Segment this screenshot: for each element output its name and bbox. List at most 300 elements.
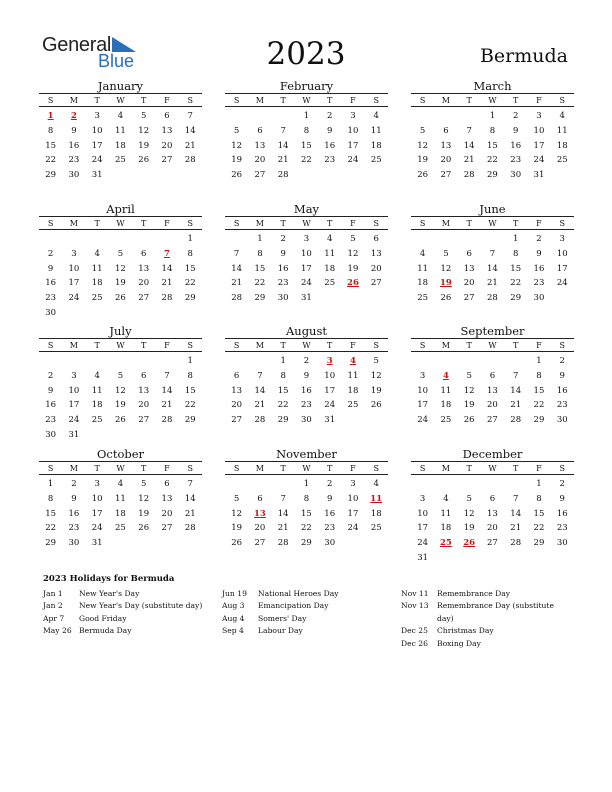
day-cell: 8	[257, 248, 263, 259]
day-cell: 7	[466, 125, 472, 136]
day-cell: 13	[370, 248, 382, 259]
day-cell: 29	[254, 293, 266, 304]
weekday-label: W	[116, 463, 125, 473]
day-cell: 7	[280, 493, 286, 504]
day-cell: 20	[138, 400, 150, 411]
day-cell: 21	[510, 523, 522, 534]
day-cell: 16	[324, 140, 336, 151]
day-grid	[225, 109, 388, 183]
day-cell: 15	[254, 263, 266, 274]
day-cell: 28	[231, 293, 243, 304]
holiday-entry	[222, 613, 390, 625]
day-grid	[411, 477, 574, 566]
weekday-label: S	[187, 340, 193, 350]
month-name: January	[97, 79, 144, 93]
day-cell: 29	[277, 415, 289, 426]
holiday-name: National Heroes Day	[258, 589, 339, 598]
day-cell: 10	[68, 263, 80, 274]
weekday-label: S	[187, 218, 193, 228]
day-cell: 24	[556, 278, 568, 289]
day-cell: 21	[231, 278, 243, 289]
day-cell: 4	[373, 111, 379, 121]
weekday-label: F	[536, 340, 542, 350]
weekday-label: T	[141, 218, 147, 228]
day-cell: 29	[45, 170, 57, 181]
day-cell: 15	[45, 508, 57, 519]
day-cell: 2	[512, 111, 519, 121]
holiday-day-cell: 4	[442, 370, 449, 381]
day-cell: 2	[326, 479, 333, 489]
day-cell: 30	[324, 538, 336, 549]
day-cell: 26	[115, 415, 126, 426]
month-name: November	[276, 447, 337, 461]
day-cell: 9	[559, 370, 565, 381]
month-name: December	[462, 447, 523, 461]
day-cell: 20	[138, 278, 150, 289]
day-cell: 23	[68, 523, 80, 534]
day-cell: 25	[347, 400, 359, 411]
empty-cell	[411, 232, 434, 247]
weekday-label: M	[255, 463, 264, 473]
holiday-day-cell: 11	[370, 493, 383, 504]
day-cell: 16	[556, 385, 568, 396]
day-cell: 13	[487, 385, 498, 396]
weekday-label: T	[94, 340, 100, 350]
day-cell: 26	[231, 170, 243, 181]
holiday-date: Jun 19	[222, 589, 247, 598]
day-cell: 27	[487, 415, 498, 426]
day-cell: 12	[463, 385, 475, 396]
day-cell: 25	[115, 155, 126, 166]
day-cell: 8	[489, 125, 496, 136]
weekday-label: F	[536, 218, 542, 228]
holidays-column-2	[222, 588, 390, 638]
weekday-header	[39, 216, 202, 230]
day-cell: 5	[117, 370, 124, 381]
day-cell: 21	[463, 155, 475, 166]
day-cell: 8	[512, 248, 519, 259]
day-cell: 6	[489, 370, 496, 381]
empty-cell	[481, 232, 504, 247]
day-cell: 13	[463, 263, 475, 274]
day-cell: 8	[303, 125, 310, 136]
day-cell: 5	[443, 248, 449, 259]
holidays-title: 2023 Holidays for Bermuda	[43, 574, 175, 584]
empty-cell	[272, 477, 295, 492]
day-cell: 22	[301, 155, 312, 166]
empty-cell	[411, 354, 434, 369]
weekday-label: T	[280, 218, 286, 228]
day-cell: 11	[440, 385, 452, 396]
day-grid	[39, 354, 202, 443]
day-cell: 22	[184, 278, 196, 289]
weekday-label: M	[69, 218, 78, 228]
day-grid	[225, 477, 388, 551]
day-cell: 7	[512, 370, 519, 381]
empty-cell	[481, 477, 504, 492]
day-cell: 20	[370, 263, 382, 274]
day-cell: 12	[440, 263, 452, 274]
day-cell: 28	[510, 538, 522, 549]
day-cell: 22	[301, 523, 312, 534]
day-cell: 19	[138, 508, 150, 519]
day-cell: 25	[91, 293, 103, 304]
weekday-label: S	[47, 463, 54, 473]
holiday-date: Aug 3	[222, 601, 245, 611]
day-cell: 7	[233, 248, 240, 259]
day-cell: 26	[138, 523, 150, 534]
day-cell: 12	[463, 508, 475, 519]
weekday-label: S	[419, 95, 426, 105]
day-cell: 25	[370, 523, 382, 534]
day-cell: 23	[277, 278, 289, 289]
month-august	[225, 325, 388, 428]
day-cell: 19	[231, 155, 243, 166]
day-cell: 18	[440, 400, 452, 411]
day-grid	[411, 354, 574, 428]
day-cell: 14	[277, 508, 289, 519]
day-cell: 13	[138, 385, 150, 396]
day-cell: 2	[280, 234, 286, 244]
day-cell: 9	[536, 248, 542, 259]
day-cell: 7	[280, 125, 286, 136]
day-cell: 6	[257, 493, 263, 504]
month-name: February	[279, 79, 334, 93]
weekday-label: S	[187, 95, 193, 105]
day-cell: 24	[417, 538, 429, 549]
weekday-label: S	[373, 463, 379, 473]
weekday-label: W	[116, 95, 125, 105]
day-cell: 30	[45, 307, 57, 318]
day-cell: 11	[115, 493, 126, 504]
empty-cell	[504, 477, 527, 492]
day-cell: 17	[91, 140, 103, 151]
day-cell: 1	[489, 111, 496, 121]
day-cell: 18	[440, 523, 452, 534]
weekday-label: F	[536, 463, 542, 473]
day-cell: 20	[254, 155, 266, 166]
day-cell: 29	[184, 415, 196, 426]
day-cell: 1	[536, 479, 542, 489]
day-cell: 1	[187, 356, 193, 366]
day-cell: 5	[466, 370, 472, 381]
holiday-day-cell: 26	[463, 538, 476, 549]
day-cell: 14	[510, 508, 522, 519]
day-cell: 8	[536, 370, 542, 381]
day-cell: 23	[556, 400, 568, 411]
day-cell: 13	[161, 493, 173, 504]
day-cell: 20	[440, 155, 452, 166]
holiday-date: Sep 4	[222, 626, 244, 636]
holiday-name: Good Friday	[79, 613, 127, 623]
day-cell: 1	[303, 111, 310, 121]
weekday-header	[39, 461, 202, 475]
day-cell: 4	[94, 370, 100, 381]
day-cell: 31	[324, 415, 336, 426]
weekday-label: T	[327, 340, 333, 350]
day-cell: 19	[231, 523, 243, 534]
day-cell: 6	[373, 234, 379, 244]
day-cell: 16	[533, 263, 545, 274]
day-cell: 21	[161, 400, 173, 411]
day-cell: 17	[417, 400, 429, 411]
day-cell: 19	[115, 400, 126, 411]
holiday-day-cell: 25	[439, 538, 452, 549]
day-cell: 29	[487, 170, 498, 181]
holiday-entry	[43, 588, 213, 600]
month-name: March	[473, 79, 512, 93]
day-grid	[39, 232, 202, 321]
day-cell: 12	[115, 385, 126, 396]
weekday-label: W	[302, 340, 311, 350]
weekday-label: T	[327, 218, 333, 228]
day-cell: 30	[510, 170, 522, 181]
day-cell: 21	[254, 400, 266, 411]
weekday-header	[39, 338, 202, 352]
day-cell: 29	[533, 538, 545, 549]
day-cell: 30	[68, 170, 80, 181]
day-cell: 5	[466, 493, 472, 504]
weekday-label: S	[419, 340, 426, 350]
weekday-label: W	[302, 218, 311, 228]
weekday-label: T	[280, 95, 286, 105]
day-cell: 18	[91, 400, 103, 411]
day-cell: 1	[303, 479, 310, 489]
day-cell: 27	[231, 415, 243, 426]
holiday-entry	[401, 638, 569, 650]
day-cell: 24	[301, 278, 312, 289]
day-cell: 28	[254, 415, 266, 426]
day-cell: 6	[257, 125, 263, 136]
day-cell: 28	[463, 170, 475, 181]
empty-cell	[504, 354, 527, 369]
day-cell: 27	[138, 293, 150, 304]
day-cell: 11	[347, 370, 359, 381]
empty-cell	[86, 232, 109, 247]
day-cell: 10	[91, 125, 103, 136]
day-cell: 16	[301, 385, 312, 396]
day-cell: 4	[94, 248, 100, 259]
weekday-label: T	[94, 95, 100, 105]
day-cell: 14	[231, 263, 243, 274]
day-cell: 12	[115, 263, 126, 274]
holiday-name: Remembrance Day (substitute day)	[437, 601, 554, 623]
day-cell: 17	[68, 400, 80, 411]
day-cell: 9	[47, 385, 54, 396]
day-cell: 2	[71, 479, 77, 489]
holiday-name: Christmas Day	[437, 626, 494, 636]
holiday-date: Dec 26	[401, 638, 428, 648]
day-cell: 24	[68, 415, 80, 426]
day-cell: 16	[556, 508, 568, 519]
holiday-entry	[43, 625, 213, 637]
day-cell: 27	[161, 523, 173, 534]
month-name: June	[479, 202, 506, 216]
day-cell: 13	[254, 140, 266, 151]
day-cell: 4	[559, 111, 565, 121]
day-cell: 23	[533, 278, 545, 289]
day-cell: 28	[184, 155, 196, 166]
weekday-label: F	[536, 95, 542, 105]
month-march	[411, 80, 574, 183]
weekday-label: T	[141, 340, 147, 350]
day-cell: 4	[326, 234, 333, 244]
day-cell: 15	[301, 508, 312, 519]
day-cell: 17	[556, 263, 568, 274]
empty-cell	[132, 232, 155, 247]
weekday-label: T	[327, 95, 333, 105]
holiday-entry	[401, 588, 569, 600]
day-cell: 18	[370, 140, 382, 151]
empty-cell	[225, 354, 248, 369]
holiday-day-cell: 2	[70, 111, 77, 121]
day-cell: 14	[277, 140, 289, 151]
month-december	[411, 448, 574, 566]
weekday-label: F	[164, 218, 170, 228]
day-cell: 26	[138, 155, 150, 166]
day-cell: 18	[91, 278, 103, 289]
empty-cell	[481, 354, 504, 369]
empty-cell	[434, 109, 457, 124]
day-cell: 21	[510, 400, 522, 411]
day-cell: 16	[277, 263, 289, 274]
day-cell: 2	[559, 479, 565, 489]
day-cell: 20	[231, 400, 243, 411]
day-cell: 7	[187, 111, 193, 121]
day-cell: 24	[91, 155, 103, 166]
day-cell: 6	[233, 370, 240, 381]
day-cell: 12	[138, 125, 150, 136]
day-cell: 19	[417, 155, 429, 166]
weekday-label: W	[116, 218, 125, 228]
day-cell: 17	[324, 385, 336, 396]
day-cell: 6	[140, 248, 147, 259]
day-cell: 24	[347, 155, 359, 166]
weekday-label: S	[233, 218, 240, 228]
weekday-label: F	[164, 340, 170, 350]
day-cell: 19	[138, 140, 150, 151]
day-cell: 12	[231, 508, 243, 519]
day-cell: 12	[347, 248, 359, 259]
day-cell: 3	[419, 493, 426, 504]
day-cell: 8	[187, 248, 193, 259]
month-july	[39, 325, 202, 443]
day-cell: 21	[184, 508, 196, 519]
day-cell: 1	[536, 356, 542, 366]
day-cell: 15	[184, 263, 196, 274]
weekday-label: S	[233, 95, 240, 105]
day-cell: 18	[324, 263, 336, 274]
empty-cell	[458, 354, 481, 369]
day-cell: 4	[443, 493, 449, 504]
day-cell: 16	[324, 508, 336, 519]
day-cell: 28	[161, 415, 173, 426]
day-cell: 24	[417, 415, 429, 426]
day-cell: 14	[161, 263, 173, 274]
holiday-day-cell: 19	[439, 278, 452, 289]
empty-cell	[434, 232, 457, 247]
empty-cell	[411, 477, 434, 492]
empty-cell	[248, 477, 271, 492]
weekday-label: T	[94, 463, 100, 473]
day-cell: 27	[463, 293, 475, 304]
weekday-label: S	[419, 463, 426, 473]
empty-cell	[434, 477, 457, 492]
day-cell: 7	[257, 370, 263, 381]
holiday-entry	[222, 588, 390, 600]
day-cell: 28	[277, 538, 289, 549]
weekday-header	[411, 216, 574, 230]
day-cell: 9	[71, 125, 77, 136]
holiday-day-cell: 3	[326, 356, 333, 366]
weekday-label: T	[466, 95, 472, 105]
day-cell: 7	[489, 248, 496, 259]
weekday-label: W	[116, 340, 125, 350]
holiday-date: Nov 13	[401, 601, 429, 611]
day-cell: 10	[533, 125, 545, 136]
weekday-label: T	[466, 218, 472, 228]
weekday-label: M	[441, 218, 450, 228]
weekday-label: W	[302, 463, 311, 473]
holiday-name: Bermuda Day	[79, 626, 132, 636]
weekday-label: F	[350, 340, 356, 350]
day-cell: 8	[47, 125, 54, 136]
day-cell: 24	[533, 155, 545, 166]
day-grid	[411, 109, 574, 183]
day-cell: 31	[533, 170, 545, 181]
weekday-label: S	[47, 95, 54, 105]
weekday-header	[411, 93, 574, 107]
month-name: May	[293, 202, 320, 216]
weekday-label: T	[280, 463, 286, 473]
day-cell: 22	[510, 278, 522, 289]
day-cell: 28	[184, 523, 196, 534]
day-cell: 3	[350, 111, 356, 121]
weekday-label: M	[69, 463, 78, 473]
month-name: September	[460, 324, 525, 338]
day-cell: 7	[187, 479, 193, 489]
day-cell: 10	[556, 248, 568, 259]
empty-cell	[132, 354, 155, 369]
day-cell: 23	[45, 415, 57, 426]
month-january	[39, 80, 202, 183]
empty-cell	[109, 354, 132, 369]
holiday-entry	[222, 600, 390, 612]
day-cell: 26	[440, 293, 452, 304]
day-cell: 2	[47, 370, 54, 381]
day-cell: 9	[303, 370, 310, 381]
day-cell: 24	[324, 400, 336, 411]
empty-cell	[458, 109, 481, 124]
weekday-label: M	[441, 340, 450, 350]
day-cell: 11	[556, 125, 568, 136]
day-cell: 29	[45, 538, 57, 549]
day-cell: 17	[301, 263, 312, 274]
day-cell: 22	[277, 400, 289, 411]
day-cell: 27	[161, 155, 173, 166]
holiday-entry	[401, 625, 569, 637]
day-cell: 9	[326, 493, 333, 504]
holiday-date: Jan 1	[43, 589, 63, 598]
day-cell: 13	[138, 263, 150, 274]
weekday-label: T	[513, 463, 519, 473]
holiday-date: Apr 7	[43, 613, 65, 623]
day-cell: 22	[184, 400, 196, 411]
holiday-day-cell: 26	[347, 278, 359, 289]
weekday-label: M	[441, 95, 450, 105]
day-cell: 12	[138, 493, 150, 504]
day-cell: 14	[463, 140, 475, 151]
